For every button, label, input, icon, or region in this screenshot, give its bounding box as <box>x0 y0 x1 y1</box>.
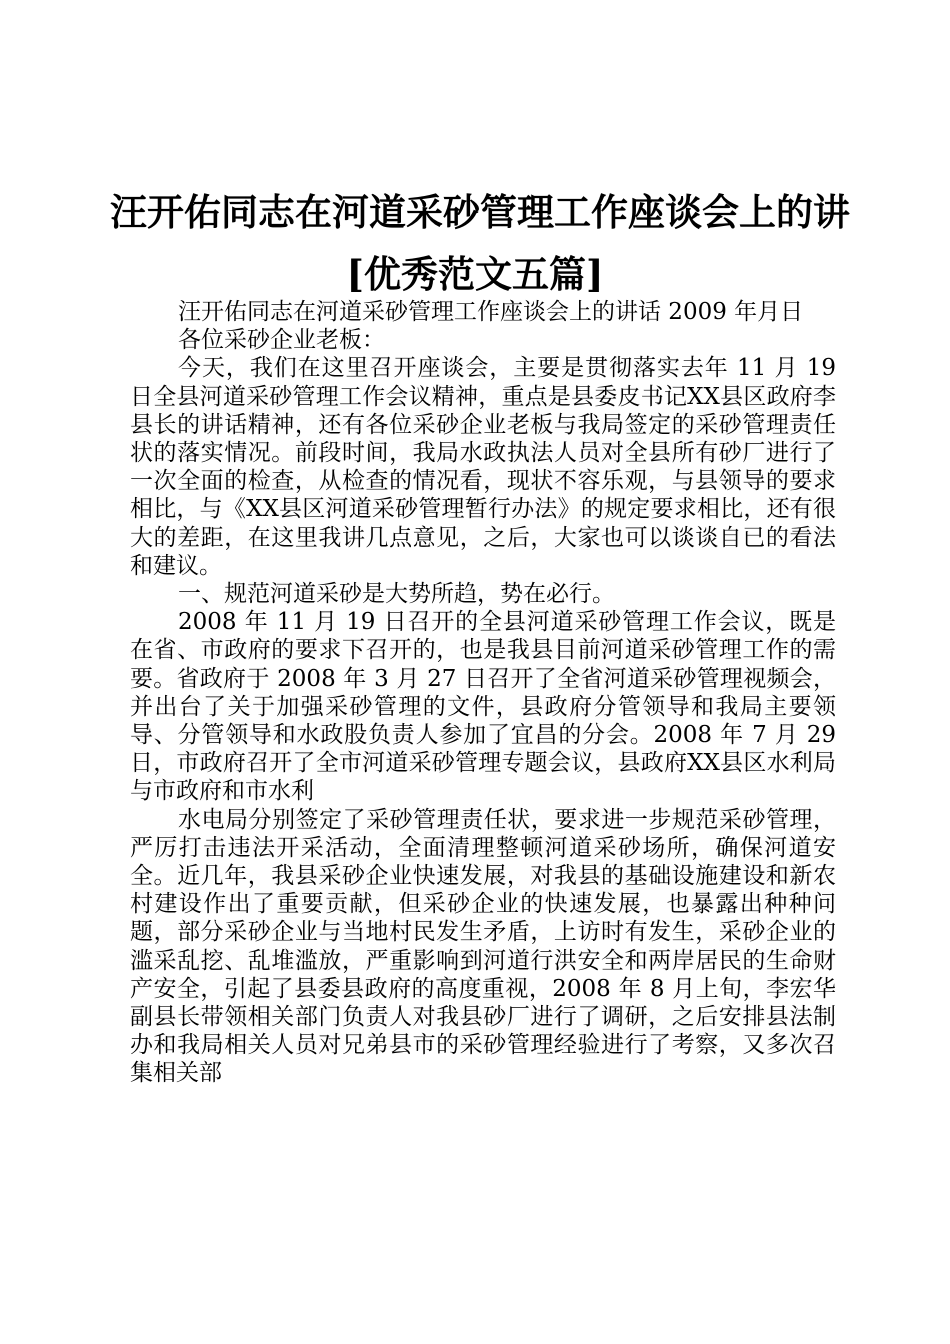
title-line-2: [优秀范文五篇] <box>346 252 604 296</box>
paragraph-section-heading: 一、规范河道采砂是大势所趋，势在必行。 <box>178 581 615 608</box>
paragraph-salutation: 各位采砂企业老板： <box>178 327 385 354</box>
paragraph-intro: 今天，我们在这里召开座谈会，主要是贯彻落实去年 11 月 19 日全县河道采砂管理工作会议精神，重点是县委皮书记XX县区政府李县长的讲话精神，还有各位采砂企业老板与我局签定的采砂管理责任状的落实情况。前段时间，我局水政执法人员对全县所有砂厂进行了一次全面的检查，从检查的情况看，现状不容乐观，与县领导的要求相比，与《XX县区河道采砂管理暂行办法》的规定要求相比，还有很大的差距，在这里我讲几点意见，之后，大家也可以谈谈自已的看法和建议。 <box>130 355 836 579</box>
document-title <box>110 186 850 300</box>
document-body <box>130 298 836 1088</box>
paragraph-continued: 水电局分别签定了采砂管理责任状，要求进一步规范采砂管理，严厉打击违法开采活动，全面清理整顿河道采砂场所，确保河道安全。近几年，我县采砂企业快速发展，对我县的基础设施建设和新农村建设作出了重要贡献，但采砂企业的快速发展，也暴露出种种问题，部分采砂企业与当地村民发生矛盾，上访时有发生，采砂企业的滥采乱挖、乱堆滥放，严重影响到河道行洪安全和两岸居民的生命财产安全，引起了县委县政府的高度重视，2008 年 8 月上旬，李宏华副县长带领相关部门负责人对我县砂厂进行了调研，之后安排县法制办和我局相关人员对兄弟县市的采砂管理经验进行了考察，又多次召集相关部 <box>130 806 836 1087</box>
title-line-1: 汪开佑同志在河道采砂管理工作座谈会上的讲 <box>110 190 850 234</box>
paragraph-meeting-history: 2008 年 11 月 19 日召开的全县河道采砂管理工作会议，既是在省、市政府的要求下召开的，也是我县目前河道采砂管理工作的需要。省政府于 2008 年 3 月 27 日召开了全省河道采砂管理视频会，并出台了关于加强采砂管理的文件，县政府分管领导和我局主要领导、分管领导和水政股负责人参加了宜昌的分会。2008 年 7 月 29 日，市政府召开了全市河道采砂管理专题会议，县政府XX县区水利局与市政府和市水利 <box>130 609 836 805</box>
paragraph-heading-date: 汪开佑同志在河道采砂管理工作座谈会上的讲话 2009 年月日 <box>178 299 804 325</box>
